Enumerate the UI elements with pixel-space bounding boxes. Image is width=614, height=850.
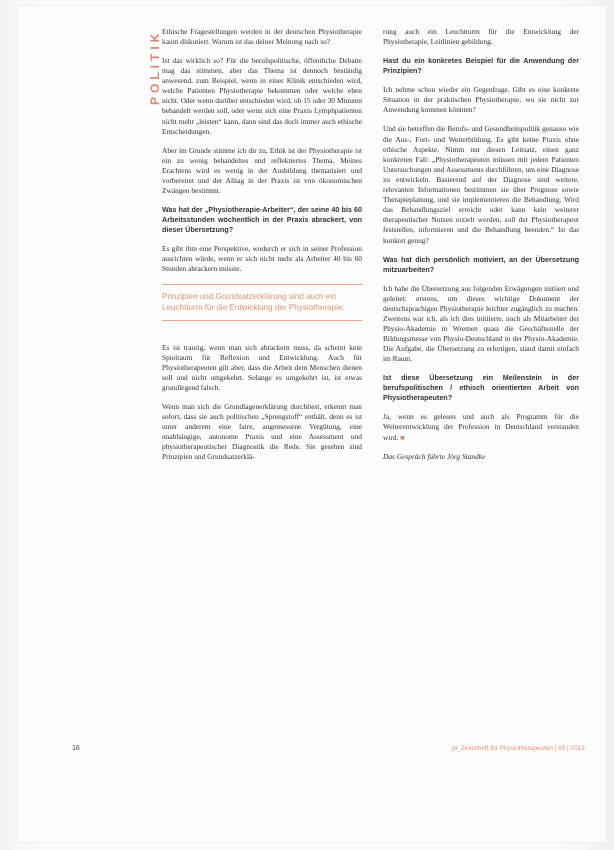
- answer-paragraph: Es ist traurig, wenn man sich abrackern muss, da scheint kein Spielraum für Reflexion und Entwicklung. Auch für Physiotherapeuten gilt aber, dass die Arbeit dem Menschen dienen soll und nicht umgekehrt. Solange es umgekehrt ist, ist etwas grundlegend falsch.: [162, 342, 362, 392]
- interview-question: Was hat dich persönlich motiviert, an der Übersetzung mitzuarbeiten?: [383, 254, 579, 274]
- intro-question: Ethische Fragestellungen werden in der deutschen Physiotherapie kaum diskutiert. Warum ist das deiner Meinung nach so?: [162, 27, 362, 46]
- answer-paragraph: rung auch ein Leuchtturm für die Entwicklung der Physiotherapie, Leitlinien gebildung.: [383, 27, 579, 47]
- interview-question: Was hat der „Physiotherapie-Arbeiter“, der seine 40 bis 60 Arbeitsstunden wöchentlich in der Praxis abrackert, von dieser Übersetzung?: [162, 205, 362, 235]
- interview-question: Ist diese Übersetzung ein Meilenstein in der berufspolitischen / ethisch orientierten Arbeit von Physiotherapeuten?: [383, 373, 579, 403]
- answer-paragraph: Es gibt ihm eine Perspektive, wodurch er sich in seiner Profession ausrichten würde, wenn er sich nicht mehr als Arbeiter 40 bis 60 Stunden abrackern müsste.: [162, 244, 362, 274]
- answer-text: Ja, wenn es gelesen und auch als Programm für die Weiterentwicklung der Profession in Deutschland verstanden wird.: [383, 412, 579, 442]
- end-mark-icon: ■: [400, 432, 405, 442]
- pull-quote: Prinzipien und Grundsatzerklärung sind auch ein Leuchtturm für die Entwicklung der Physiotherapie.: [162, 284, 362, 321]
- interview-credit: Das Gespräch führte Jörg Standke: [383, 451, 486, 461]
- answer-paragraph: Aber im Grunde stimme ich dir zu, Ethik ist der Physiotherapie ist ein zu wenig behandeltes und reflektiertes Thema. Meines Erachtens wird es wenig in der Ausbildung thematisiert und vorbereitet und der Alltag in der Praxis ist von ökonomischen Zwängen bestimmt.: [162, 145, 362, 196]
- answer-paragraph: Ich habe die Übersetzung aus folgenden Erwägungen initiiert und geleitet: erstens, um dieses wichtige Dokument der deutschsprachigen Physiotherapie leichter zugänglich zu machen. Zweitens war ich, als ich dies initiierte, noch als Mitarbeiter der Physio-Akademie in Wremen quasi die Geschäftsstelle der Bildungsmesse von Physio-Deutschland in der Physio-Akademie. Die Aufgabe, die Übersetzung zu erfertigen, stand damit einfach im Raum.: [383, 283, 579, 364]
- answer-paragraph: Und sie betreffen die Berufs- und Gesundheitspolitik genauso wie die Aus-, Fort- und Weiterbildung. Es gibt keine Praxis ohne ethische Aspekte. Nimm nur diesen Leitsatz, einen ganz konkreten Fall: „Physiotherapeuten müssen mit jedem Patienten Untersuchungen und Assessments durchführen, um eine Diagnose zu entwickeln. Basierend auf der Diagnose sind weitere, relevanten Informationen bestimmen sie über Prognose sowie Therapieplanung, und sie implementieren die Behandlung. Wird das Behandlungsziel erreicht oder kann kein weiterer therapeutischer Nutzen erzielt werden, soll der Physiotherapeut feststellen, informieren und die Behandlung beenden.“ Ist das konkret genug?: [383, 124, 579, 245]
- section-rubric: POLITIK: [148, 30, 162, 106]
- answer-paragraph: Ich nehme schon wieder ein Gegenfrage. Gibt es eine konkrete Situation in der praktischen Physiotherapie, wo sie nicht zur Anwendung kommen könnten?: [383, 85, 579, 115]
- answer-paragraph: [383, 412, 579, 442]
- answer-paragraph: Wenn man sich die Grundlagenerklärung durchliest, erkennt man sofort, dass sie auch politischen „Sprengstoff“ enthält, denn es ist unter anderem eine faire, angemessene Vergütung, eine unabhängige, autonome Praxis und eine Assessment und physiotherapeutischer Diagnostik die Rede. Sie gesehen sind Prinzipien und Grundsatzerklä-: [162, 401, 362, 462]
- footer-publication: pt_Zeitschrift für Physiotherapeuten | 65 | 2013: [452, 745, 585, 752]
- column-left: [162, 27, 362, 472]
- interview-question: Hast du ein konkretes Beispiel für die Anwendung der Prinzipien?: [383, 56, 579, 76]
- page-number: 16: [72, 745, 80, 752]
- column-right: [383, 27, 579, 471]
- answer-paragraph: Ist das wirklich so? Für die berufspolitische, öffentliche Debatte mag das stimmen, aber das Thema ist dennoch beständig anwesend, zum Beispiel, wenn in einer Klinik entschieden wird, welche Patienten Physiotherapie bekommen oder welche eben nicht. Oder wenn darüber entschieden wird, ob 15 oder 30 Minuten behandelt werden soll, oder wenn sich eine Praxis Lymphpatienten nicht mehr „leisten“ kann, dann sind das doch immer auch ethische Entscheidungen.: [162, 56, 362, 136]
